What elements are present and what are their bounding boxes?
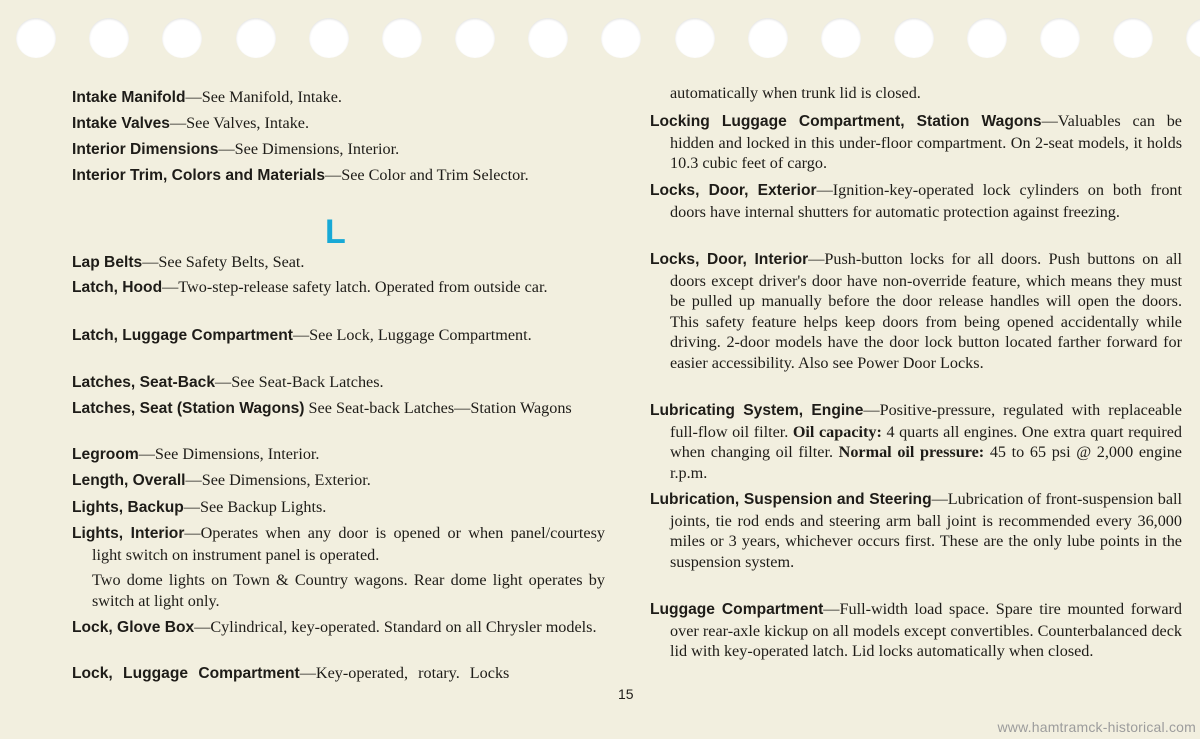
entry-text: —Full-width load space. Spare tire mounted forward over rear-axle kickup on all models except convertibles. Counterbalanced deck lid with key-operated latch. Lid locks automatically when closed. — [670, 600, 1183, 660]
binder-hole — [601, 18, 641, 58]
entry-text: —See Lock, Luggage Compartment. — [292, 326, 532, 344]
index-entry — [72, 165, 605, 187]
watermark: www.hamtramck-historical.com — [997, 719, 1196, 735]
entry-term: Legroom — [72, 446, 139, 463]
entry-term: Latches, Seat (Station Wagons) — [72, 400, 305, 417]
index-entry — [72, 372, 605, 394]
index-entry — [72, 470, 605, 492]
binder-hole — [309, 18, 349, 58]
index-entry-continuation — [650, 83, 1182, 104]
entry-term: Locking Luggage Compartment, Station Wagons — [650, 113, 1042, 130]
index-entry — [650, 489, 1182, 572]
entry-text: 4 quarts all engines. One extra quart required when changing oil filter. — [670, 422, 1182, 461]
entry-term: Lights, Interior — [72, 525, 185, 542]
index-entry — [650, 400, 1182, 483]
binder-hole — [16, 18, 56, 58]
entry-text: —Two-step-release safety latch. Operated from outside car. — [162, 278, 548, 296]
entry-text: —Push-button locks for all doors. Push buttons on all doors except driver's door have non-override feature, which means they must be pulled up manually before the door release handles will open the doors. This safety feature helps keep doors from being opened accidentally while driving. 2-door models have the door lock button located farther forward for easier accessibility. Also see Power Door Locks. — [670, 250, 1182, 372]
entry-term: Intake Manifold — [72, 89, 186, 106]
entry-text: —Key-operated, rotary. Locks — [299, 664, 510, 682]
entry-term: Interior Dimensions — [72, 141, 219, 158]
entry-text: —Valuables can be hidden and locked in this under-floor compartment. On 2-seat models, it holds 10.3 cubic feet of cargo. — [670, 112, 1182, 172]
index-entry — [72, 277, 605, 299]
entry-text: 45 to 65 psi @ 2,000 engine r.p.m. — [670, 443, 1182, 482]
entry-text: —Positive-pressure, regulated with replaceable full-flow oil filter. — [670, 401, 1182, 441]
index-entry — [72, 523, 605, 565]
binder-hole — [894, 18, 934, 58]
index-entry — [650, 111, 1182, 174]
entry-text: —Cylindrical, key-operated. Standard on all Chrysler models. — [194, 618, 597, 636]
entry-text: —Operates when any door is opened or when panel/courtesy light switch on instrument panel is operated. — [92, 524, 605, 564]
page-number: 15 — [618, 686, 634, 702]
binder-hole — [675, 18, 715, 58]
entry-term: Luggage Compartment — [650, 601, 824, 618]
index-entry — [72, 617, 605, 639]
section-letter: L — [325, 213, 346, 251]
binder-hole — [1113, 18, 1153, 58]
entry-term: Latches, Seat-Back — [72, 374, 216, 391]
binder-hole — [382, 18, 422, 58]
entry-text: —See Seat-Back Latches. — [215, 373, 384, 391]
entry-term: Lubricating System, Engine — [650, 402, 864, 419]
index-entry — [72, 139, 605, 161]
index-entry — [72, 663, 605, 685]
entry-term: Interior Trim, Colors and Materials — [72, 167, 326, 184]
entry-text: —See Manifold, Intake. — [185, 88, 342, 106]
entry-term: Latch, Hood — [72, 279, 163, 296]
entry-text: —Lubrication of front-suspension ball joints, tie rod ends and steering arm ball joint is recommended every 36,000 miles or 3 years, whichever occurs first. These are the only lube points in the suspension system. — [670, 490, 1182, 571]
index-entry-continuation — [72, 570, 605, 611]
entry-term: Lock, Luggage Compartment — [72, 665, 300, 682]
entry-term: Intake Valves — [72, 115, 170, 132]
index-entry — [650, 599, 1182, 662]
entry-term: Lap Belts — [72, 254, 143, 271]
entry-term: Locks, Door, Interior — [650, 251, 809, 268]
entry-term: Lubrication, Suspension and Steering — [650, 491, 932, 508]
binder-hole — [1186, 18, 1200, 58]
entry-text: —See Dimensions, Exterior. — [185, 471, 371, 489]
index-entry — [72, 325, 605, 347]
entry-term: Locks, Door, Exterior — [650, 182, 817, 199]
binder-holes — [0, 18, 1200, 62]
binder-hole — [1040, 18, 1080, 58]
entry-text: See Seat-back Latches—Station Wagons — [304, 399, 572, 417]
binder-hole — [967, 18, 1007, 58]
entry-text: —See Safety Belts, Seat. — [142, 253, 305, 271]
entry-text: —Ignition-key-operated lock cylinders on both front doors have internal shutters for automatic protection against freezing. — [670, 181, 1182, 221]
entry-term: Latch, Luggage Compartment — [72, 327, 293, 344]
index-entry — [72, 497, 605, 519]
entry-text: —See Color and Trim Selector. — [325, 166, 529, 184]
entry-text: —See Dimensions, Interior. — [218, 140, 400, 158]
index-entry — [72, 113, 605, 135]
index-entry — [650, 249, 1182, 373]
binder-hole — [162, 18, 202, 58]
entry-term: Lights, Backup — [72, 499, 184, 516]
binder-hole — [821, 18, 861, 58]
oil-pressure-label: Normal oil pressure: — [838, 443, 985, 461]
entry-text: Two dome lights on Town & Country wagons. Rear dome light operates by switch at light only. — [92, 571, 605, 610]
binder-hole — [748, 18, 788, 58]
binder-hole — [236, 18, 276, 58]
index-entry — [650, 180, 1182, 222]
entry-text: —See Dimensions, Interior. — [138, 445, 320, 463]
index-entry — [72, 398, 605, 420]
binder-hole — [89, 18, 129, 58]
index-entry — [72, 444, 605, 466]
binder-hole — [528, 18, 568, 58]
oil-capacity-label: Oil capacity: — [792, 422, 882, 441]
binder-hole — [455, 18, 495, 58]
entry-text: —See Backup Lights. — [183, 498, 327, 516]
entry-text: automatically when trunk lid is closed. — [670, 84, 921, 102]
entry-term: Length, Overall — [72, 472, 186, 489]
index-entry — [72, 252, 605, 274]
index-entry — [72, 87, 605, 109]
entry-text: —See Valves, Intake. — [169, 114, 310, 132]
entry-term: Lock, Glove Box — [72, 619, 195, 636]
